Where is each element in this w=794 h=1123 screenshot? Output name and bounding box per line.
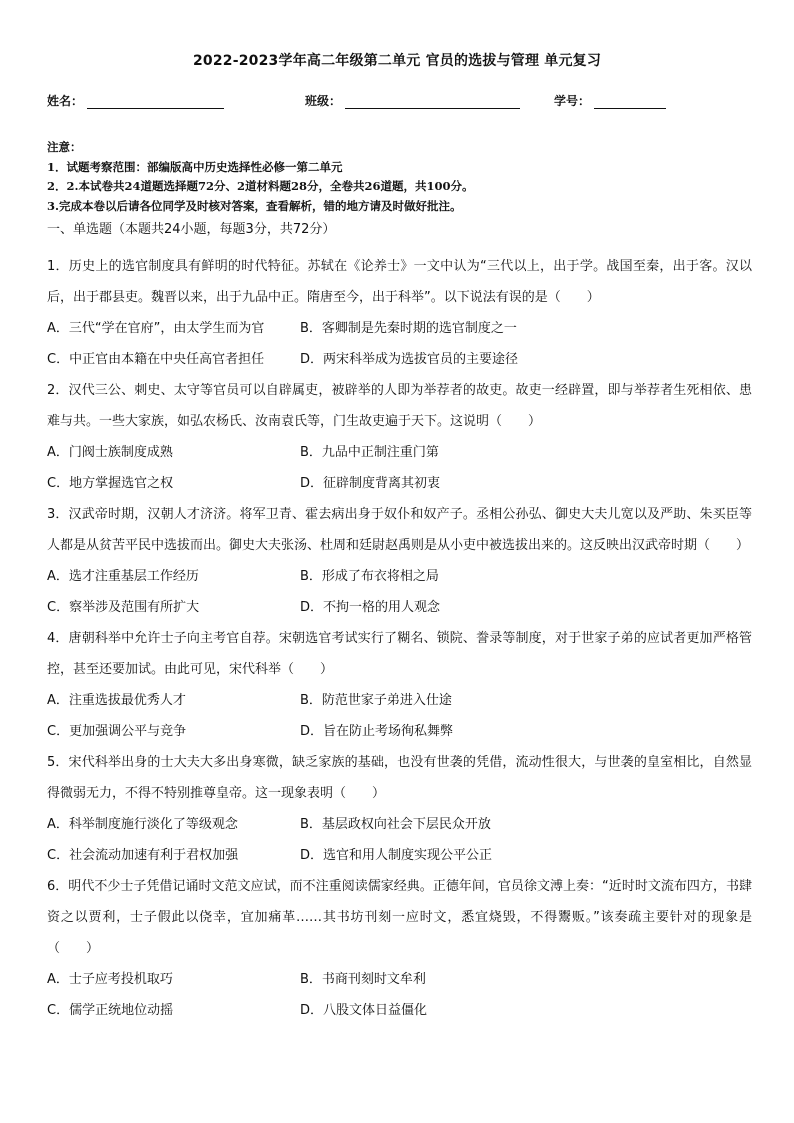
student-id-label: 学号： (554, 94, 591, 108)
option-d[interactable]: D．八股文体日益僵化 (300, 1003, 428, 1018)
question-item (47, 623, 752, 747)
question-item (47, 499, 752, 623)
options-row (47, 716, 752, 747)
option-b[interactable]: B．形成了布衣将相之局 (300, 569, 439, 584)
option-d[interactable]: D．征辟制度背离其初衷 (300, 476, 441, 491)
student-id-blank[interactable] (594, 94, 666, 109)
question-stem: 5．宋代科举出身的士大夫大多出身寒微，缺乏家族的基础，也没有世袭的凭借，流动性很大，与世袭的皇室相比，自然显得微弱无力，不得不特别推尊皇帝。这一现象表明（ ） (47, 755, 752, 801)
notice-line: 3.完成本卷以后请各位同学及时核对答案，查看解析，错的地方请及时做好批注。 (47, 198, 462, 213)
option-c[interactable]: C．地方掌握选官之权 (47, 476, 174, 491)
question-item (47, 251, 752, 375)
option-d[interactable]: D．两宋科举成为选拔官员的主要途径 (300, 352, 519, 367)
option-b[interactable]: B．九品中正制注重门第 (300, 445, 439, 460)
option-b[interactable]: B．基层政权向社会下层民众开放 (300, 817, 491, 832)
question-stem: 3．汉武帝时期，汉朝人才济济。将军卫青、霍去病出身于奴仆和奴产子。丞相公孙弘、御史大夫儿宽以及严助、朱买臣等人都是从贫苦平民中选拔而出。御史大夫张汤、杜周和廷尉赵禹则是从小吏中被选拔出来的。这反映出汉武帝时期（ ） (47, 507, 752, 553)
name-blank[interactable] (87, 94, 224, 109)
question-stem: 2．汉代三公、刺史、太守等官员可以自辟属吏，被辟举的人即为举荐者的故吏。故吏一经辟置，即与举荐者生死相依、患难与共。一些大家族，如弘农杨氏、汝南袁氏等，门生故吏遍于天下。这说明（ ） (47, 383, 752, 429)
question-item (47, 375, 752, 499)
notice-line: 1．试题考察范围：部编版高中历史选择性必修一第二单元 (47, 159, 343, 174)
option-a[interactable]: A．选才注重基层工作经历 (47, 569, 199, 584)
option-b[interactable]: B．防范世家子弟进入仕途 (300, 693, 452, 708)
option-c[interactable]: C．社会流动加速有利于君权加强 (47, 848, 239, 863)
option-b[interactable]: B．书商刊刻时文牟利 (300, 972, 426, 987)
options-row (47, 437, 752, 468)
notice-line: 2．2.本试卷共24道题选择题72分、2道材料题28分，全卷共26道题，共100分。 (47, 179, 474, 193)
option-a[interactable]: A．三代“学在官府”，由太学生而为官 (47, 321, 265, 336)
options-row (47, 964, 752, 995)
option-a[interactable]: A．门阀士族制度成熟 (47, 445, 173, 460)
question-stem: 1．历史上的选官制度具有鲜明的时代特征。苏轼在《论养士》一文中认为“三代以上，出于学。战国至秦，出于客。汉以后，出于郡县吏。魏晋以来，出于九品中正。隋唐至今，出于科举”。以下说法有误的是（ ） (47, 259, 752, 305)
options-row (47, 313, 752, 344)
option-a[interactable]: A．注重选拔最优秀人才 (47, 693, 186, 708)
options-row (47, 561, 752, 592)
option-d[interactable]: D．不拘一格的用人观念 (300, 600, 441, 615)
question-stem: 4．唐朝科举中允许士子向主考官自荐。宋朝选官考试实行了糊名、锁院、誊录等制度，对于世家子弟的应试者更加严格管控，甚至还要加试。由此可见，宋代科举（ ） (47, 631, 752, 677)
section-heading: 一、单选题（本题共24小题，每题3分，共72分） (47, 222, 336, 237)
option-c[interactable]: C．更加强调公平与竞争 (47, 724, 187, 739)
page-title: 2022-2023学年高二年级第二单元 官员的选拔与管理 单元复习 (192, 53, 602, 69)
class-blank[interactable] (345, 94, 520, 109)
options-row (47, 809, 752, 840)
options-row (47, 592, 752, 623)
options-row (47, 840, 752, 871)
options-row (47, 468, 752, 499)
question-list (47, 251, 752, 1026)
class-label: 班级： (305, 94, 342, 108)
question-item (47, 747, 752, 871)
option-d[interactable]: D．旨在防止考场徇私舞弊 (300, 724, 454, 739)
option-d[interactable]: D．选官和用人制度实现公平公正 (300, 848, 493, 863)
student-id-field[interactable] (554, 92, 666, 109)
option-c[interactable]: C．中正官由本籍在中央任高官者担任 (47, 352, 265, 367)
notice-heading: 注意： (47, 140, 82, 154)
options-row (47, 344, 752, 375)
option-c[interactable]: C．儒学正统地位动摇 (47, 1003, 174, 1018)
class-field[interactable] (305, 92, 520, 109)
question-item (47, 871, 752, 1026)
question-stem: 6．明代不少士子凭借记诵时文范文应试，而不注重阅读儒家经典。正德年间，官员徐文溥上奏：“近时时文流布四方，书肆资之以贾利，士子假此以侥幸，宜加痛革……其书坊刊刻一应时文，悉宜烧毁，不得鬻贩。”该奏疏主要针对的现象是（ ） (47, 879, 752, 956)
options-row (47, 995, 752, 1026)
student-info-row (47, 92, 747, 112)
option-c[interactable]: C．察举涉及范围有所扩大 (47, 600, 200, 615)
option-b[interactable]: B．客卿制是先秦时期的选官制度之一 (300, 321, 517, 336)
option-a[interactable]: A．士子应考投机取巧 (47, 972, 173, 987)
options-row (47, 685, 752, 716)
name-field[interactable] (47, 92, 224, 109)
option-a[interactable]: A．科举制度施行淡化了等级观念 (47, 817, 238, 832)
notice-block (47, 138, 747, 216)
name-label: 姓名： (47, 94, 84, 108)
